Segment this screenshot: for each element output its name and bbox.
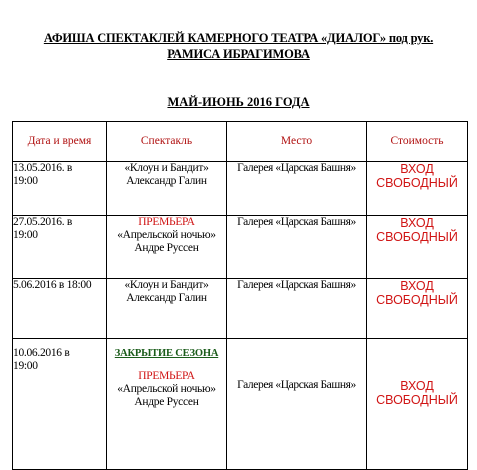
premiere-label: ПРЕМЬЕРА xyxy=(138,370,195,382)
table-header-row xyxy=(13,122,468,162)
table-row xyxy=(13,339,468,470)
date-text: 13.05.2016. в xyxy=(13,162,73,174)
price-line2: СВОБОДНЫЙ xyxy=(376,293,458,307)
show-cell xyxy=(107,162,227,216)
date-cell xyxy=(13,279,107,339)
column-header-place: Место xyxy=(227,122,367,162)
price-cell xyxy=(367,162,468,216)
show-cell xyxy=(107,339,227,470)
date-text: 5.06.2016 в 18:00 xyxy=(13,279,92,291)
show-title: «Клоун и Бандит» xyxy=(124,162,209,174)
place-cell: Галерея «Царская Башня» xyxy=(227,339,367,470)
price-line2: СВОБОДНЫЙ xyxy=(376,176,458,190)
price-cell xyxy=(367,339,468,470)
column-header-price: Стоимость xyxy=(367,122,468,162)
date-text: 10.06.2016 в xyxy=(13,347,70,359)
premiere-label: ПРЕМЬЕРА xyxy=(138,216,195,228)
time-text: 19:00 xyxy=(13,175,38,187)
price-cell xyxy=(367,216,468,279)
price-cell xyxy=(367,279,468,339)
time-text: 19:00 xyxy=(13,360,38,372)
price-line1: ВХОД xyxy=(400,162,434,176)
table-row xyxy=(13,216,468,279)
table-row xyxy=(13,162,468,216)
price-line1: ВХОД xyxy=(400,279,434,293)
show-title: «Апрельской ночью» xyxy=(117,229,216,241)
schedule-table xyxy=(12,121,468,470)
place-cell: Галерея «Царская Башня» xyxy=(227,216,367,279)
price-line1: ВХОД xyxy=(400,216,434,230)
show-author: Александр Галин xyxy=(126,292,207,304)
show-title: «Клоун и Бандит» xyxy=(124,279,209,291)
date-cell xyxy=(13,216,107,279)
price-line1: ВХОД xyxy=(400,379,434,393)
place-cell: Галерея «Царская Башня» xyxy=(227,279,367,339)
season-closing-label: ЗАКРЫТИЕ СЕЗОНА xyxy=(114,348,219,359)
place-cell: Галерея «Царская Башня» xyxy=(227,162,367,216)
time-text: 19:00 xyxy=(13,229,38,241)
poster-title-line1: АФИША СПЕКТАКЛЕЙ КАМЕРНОГО ТЕАТРА «ДИАЛОГ» под рук. xyxy=(43,31,434,45)
date-cell xyxy=(13,162,107,216)
show-cell xyxy=(107,279,227,339)
show-author: Андре Руссен xyxy=(134,396,199,408)
date-text: 27.05.2016. в xyxy=(13,216,73,228)
period-heading: МАЙ-ИЮНЬ 2016 ГОДА xyxy=(167,95,310,109)
show-author: Андре Руссен xyxy=(134,242,199,254)
price-line2: СВОБОДНЫЙ xyxy=(376,230,458,244)
show-title: «Апрельской ночью» xyxy=(117,383,216,395)
price-line2: СВОБОДНЫЙ xyxy=(376,393,458,407)
column-header-date: Дата и время xyxy=(13,122,107,162)
table-row xyxy=(13,279,468,339)
poster-title-line2: РАМИСА ИБРАГИМОВА xyxy=(167,47,310,61)
column-header-show: Спектакль xyxy=(107,122,227,162)
date-cell xyxy=(13,339,107,470)
show-cell xyxy=(107,216,227,279)
show-author: Александр Галин xyxy=(126,175,207,187)
